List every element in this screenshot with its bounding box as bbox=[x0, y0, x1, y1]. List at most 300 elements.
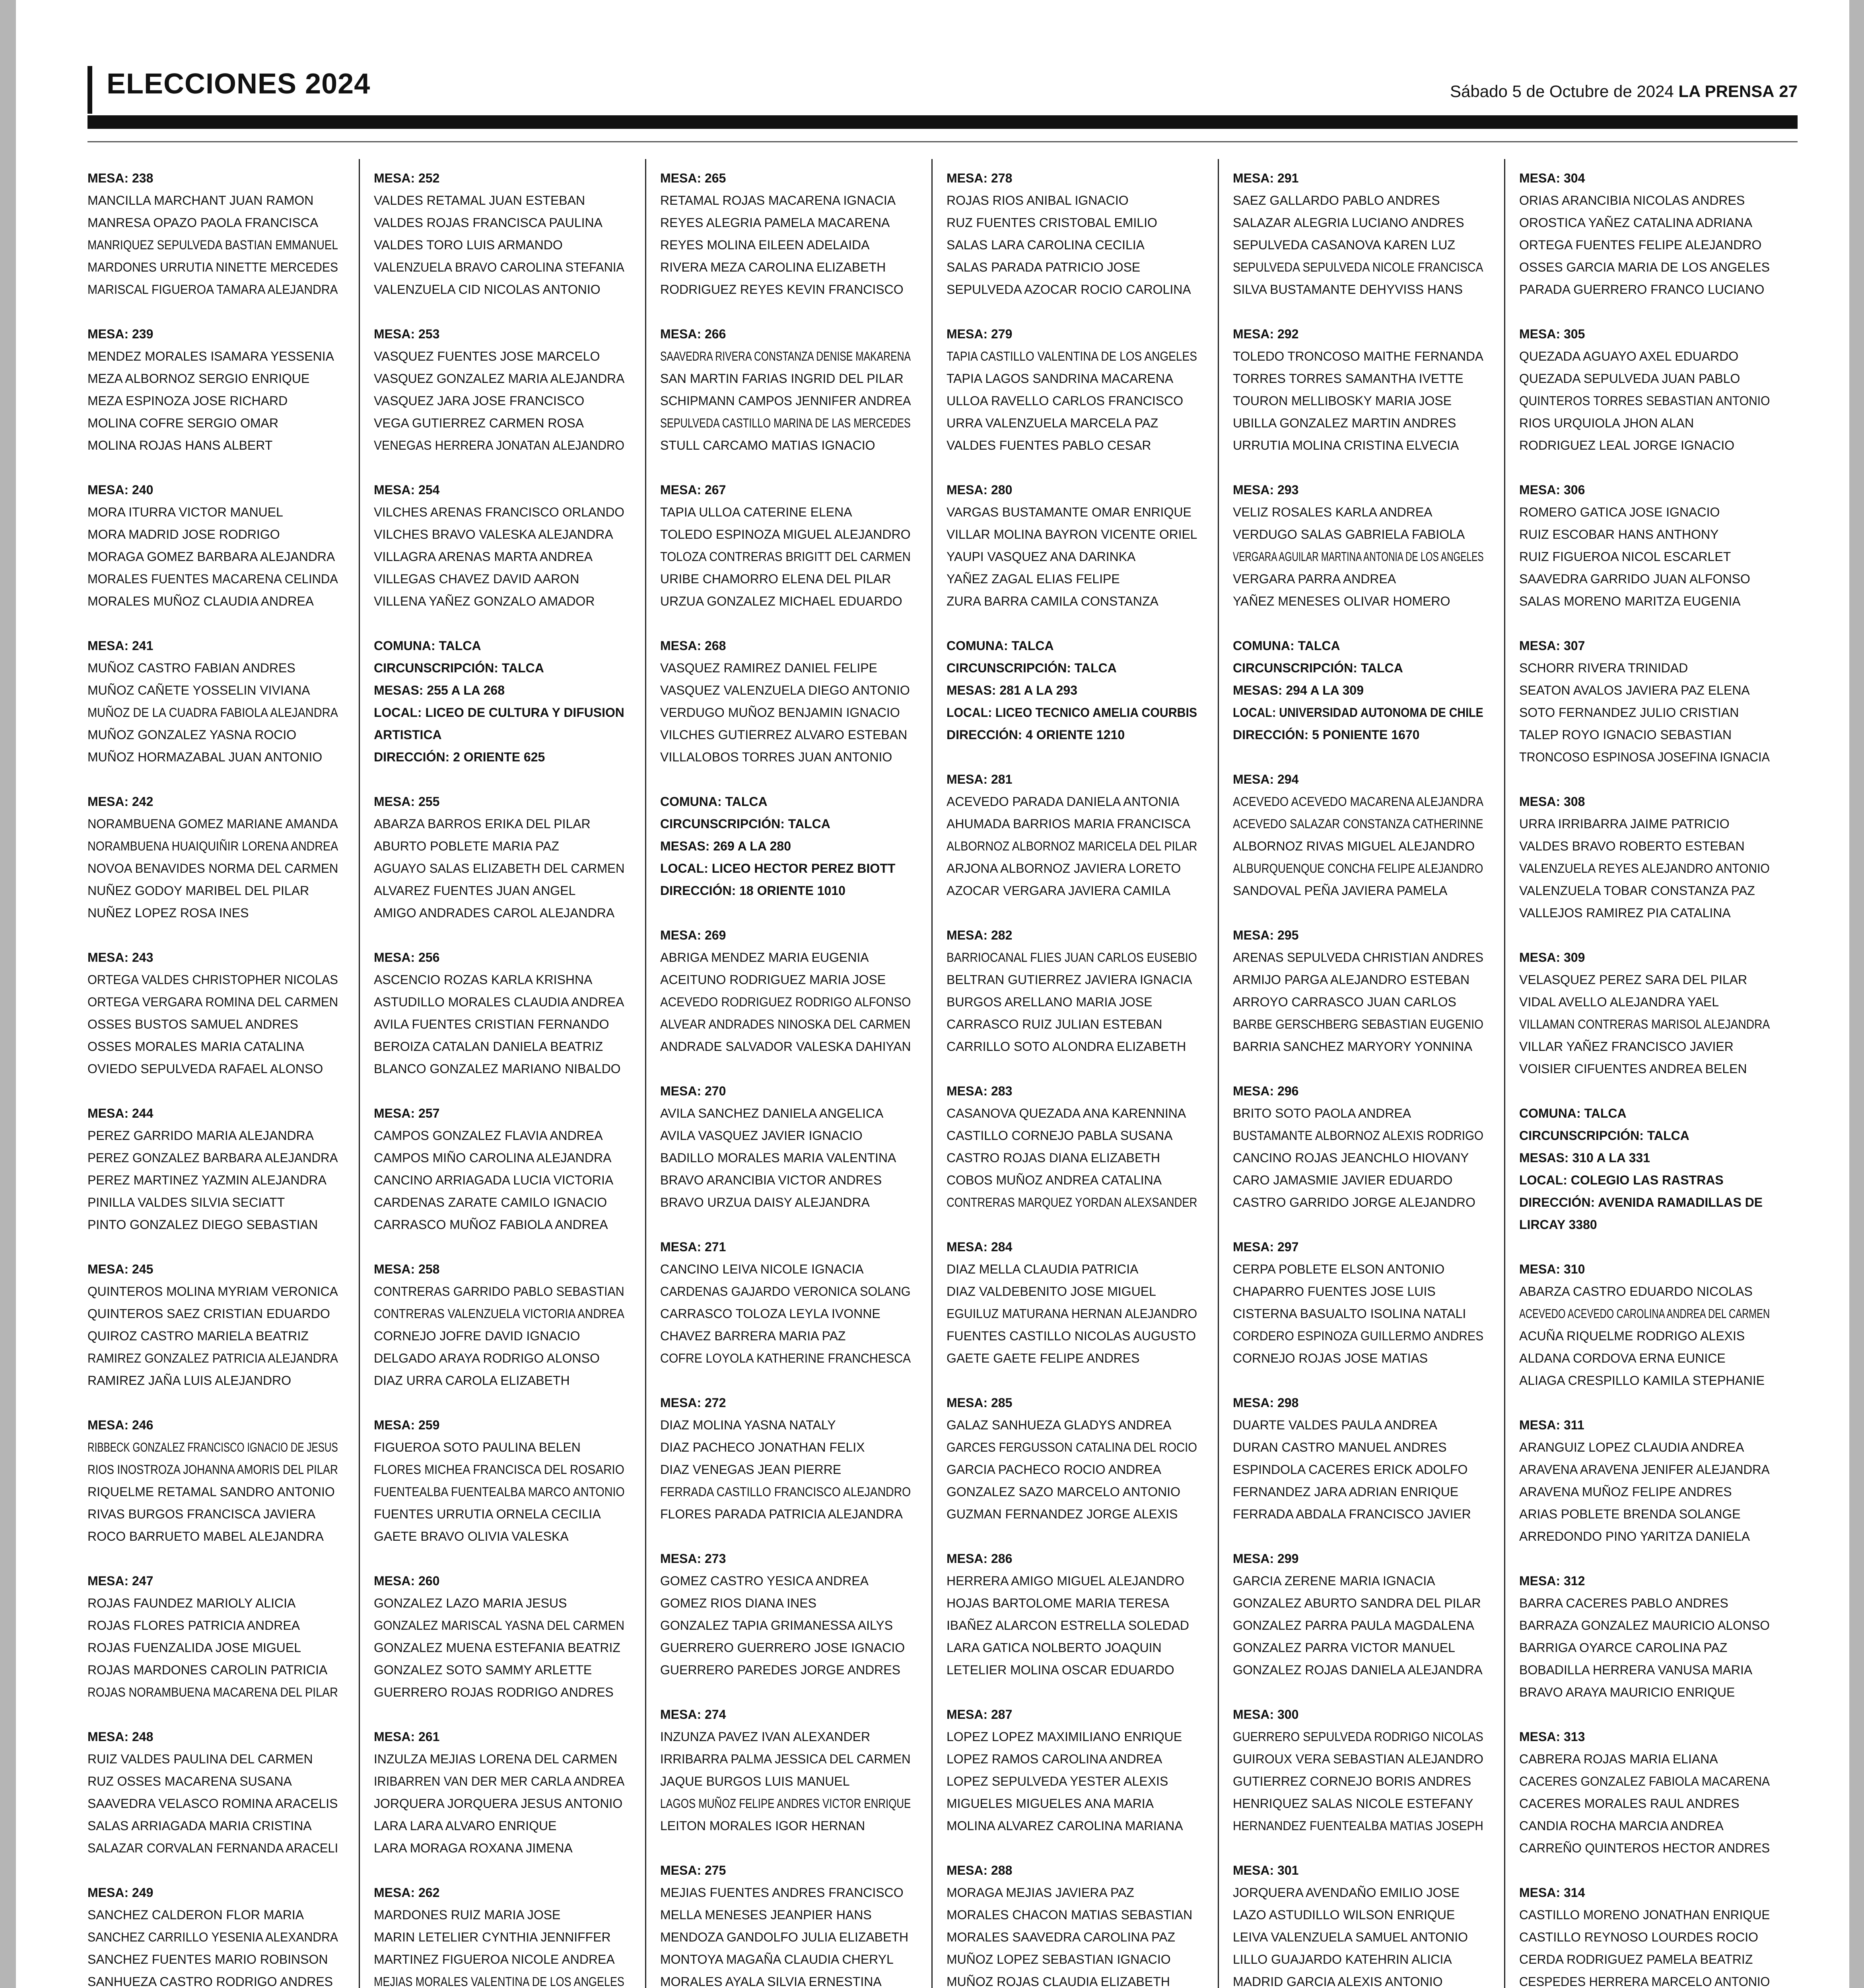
mesa-block bbox=[1233, 1392, 1479, 1525]
voter-name: NOVOA BENAVIDES NORMA DEL CARMEN bbox=[87, 861, 338, 876]
voter-name: MELLA MENESES JEANPIER HANS bbox=[660, 1908, 872, 1922]
voter-name: MORALES AYALA SILVIA ERNESTINA bbox=[660, 1974, 882, 1988]
mesa-block bbox=[87, 323, 334, 456]
voter-name: ULLOA RAVELLO CARLOS FRANCISCO bbox=[947, 394, 1184, 408]
voter-name: LOPEZ LOPEZ MAXIMILIANO ENRIQUE bbox=[947, 1730, 1182, 1744]
voter-name: GARCIA PACHECO ROCIO ANDREA bbox=[947, 1462, 1161, 1477]
mesa-block bbox=[947, 167, 1193, 301]
mesa-label: MESA: 267 bbox=[660, 483, 726, 497]
mesa-label: MESA: 265 bbox=[660, 171, 726, 185]
mesa-label: MESA: 256 bbox=[374, 950, 440, 965]
voter-name: GUERRERO GUERRERO JOSE IGNACIO bbox=[660, 1640, 905, 1655]
voter-name: FERRADA ABDALA FRANCISCO JAVIER bbox=[1233, 1507, 1471, 1521]
voter-name: CANDIA ROCHA MARCIA ANDREA bbox=[1519, 1819, 1724, 1833]
mesa-label: MESA: 240 bbox=[87, 483, 154, 497]
voter-name: RODRIGUEZ REYES KEVIN FRANCISCO bbox=[660, 282, 904, 297]
mesa-block bbox=[87, 1414, 338, 1547]
voter-name: COFRE LOYOLA KATHERINE FRANCHESCA bbox=[660, 1351, 911, 1365]
voter-name: ACEVEDO ACEVEDO MACARENA ALEJANDRA bbox=[1233, 794, 1484, 809]
voter-name: JORQUERA JORQUERA JESUS ANTONIO bbox=[374, 1796, 623, 1811]
location-info-line: CIRCUNSCRIPCIÓN: TALCA bbox=[1519, 1128, 1689, 1143]
mesa-label: MESA: 268 bbox=[660, 639, 726, 653]
location-info-line: COMUNA: TALCA bbox=[1233, 639, 1340, 653]
voter-name: ALBURQUENQUE CONCHA FELIPE ALEJANDRO bbox=[1233, 861, 1483, 876]
mesa-label: MESA: 273 bbox=[660, 1551, 726, 1566]
voter-name: MORA ITURRA VICTOR MANUEL bbox=[87, 505, 283, 519]
voter-name: SALAS PARADA PATRICIO JOSE bbox=[947, 260, 1141, 274]
voter-name: TORRES TORRES SAMANTHA IVETTE bbox=[1233, 371, 1464, 386]
voter-name: ARAVENA ARAVENA JENIFER ALEJANDRA bbox=[1519, 1462, 1770, 1477]
voter-name: MOLINA ROJAS HANS ALBERT bbox=[87, 438, 273, 452]
voter-name: CHAVEZ BARRERA MARIA PAZ bbox=[660, 1329, 846, 1343]
voter-name: MORALES CHACON MATIAS SEBASTIAN bbox=[947, 1908, 1193, 1922]
voter-name: BADILLO MORALES MARIA VALENTINA bbox=[660, 1151, 896, 1165]
header-dateline bbox=[1450, 82, 1798, 101]
mesa-label: MESA: 279 bbox=[947, 327, 1013, 341]
location-info-line: CIRCUNSCRIPCIÓN: TALCA bbox=[660, 817, 830, 831]
voter-name: ACEVEDO RODRIGUEZ RODRIGO ALFONSO bbox=[660, 995, 911, 1009]
voter-name: SAN MARTIN FARIAS INGRID DEL PILAR bbox=[660, 371, 904, 386]
location-info-line: MESAS: 294 A LA 309 bbox=[1233, 683, 1364, 697]
voter-name: ABARZA BARROS ERIKA DEL PILAR bbox=[374, 817, 591, 831]
voter-name: QUINTEROS MOLINA MYRIAM VERONICA bbox=[87, 1284, 338, 1299]
mesa-block bbox=[1233, 1859, 1479, 1988]
mesa-label: MESA: 291 bbox=[1233, 171, 1299, 185]
voter-name: BLANCO GONZALEZ MARIANO NIBALDO bbox=[374, 1062, 621, 1076]
mesa-label: MESA: 242 bbox=[87, 794, 154, 809]
mesa-label: MESA: 294 bbox=[1233, 772, 1299, 786]
voter-name: RIVAS BURGOS FRANCISCA JAVIERA bbox=[87, 1507, 316, 1521]
voter-name: GONZALEZ MARISCAL YASNA DEL CARMEN bbox=[374, 1618, 625, 1633]
voter-name: FUENTEALBA FUENTEALBA MARCO ANTONIO bbox=[374, 1485, 625, 1499]
voter-name: EGUILUZ MATURANA HERNAN ALEJANDRO bbox=[947, 1307, 1197, 1321]
voter-name: GONZALEZ PARRA VICTOR MANUEL bbox=[1233, 1640, 1455, 1655]
voter-name: PEREZ GONZALEZ BARBARA ALEJANDRA bbox=[87, 1151, 338, 1165]
location-info-line: COMUNA: TALCA bbox=[374, 639, 481, 653]
voter-name: CACERES MORALES RAUL ANDRES bbox=[1519, 1796, 1740, 1811]
voter-name: LOPEZ RAMOS CAROLINA ANDREA bbox=[947, 1752, 1162, 1766]
voter-name: CERDA RODRIGUEZ PAMELA BEATRIZ bbox=[1519, 1952, 1753, 1967]
voter-name: GOMEZ CASTRO YESICA ANDREA bbox=[660, 1574, 869, 1588]
mesa-label: MESA: 293 bbox=[1233, 483, 1299, 497]
voter-name: RUIZ ESCOBAR HANS ANTHONY bbox=[1519, 527, 1719, 542]
mesa-label: MESA: 283 bbox=[947, 1084, 1013, 1098]
mesa-label: MESA: 244 bbox=[87, 1106, 154, 1120]
mesa-block bbox=[374, 1414, 625, 1547]
voter-name: BARBE GERSCHBERG SEBASTIAN EUGENIO bbox=[1233, 1017, 1483, 1031]
voter-name: MARDONES RUIZ MARIA JOSE bbox=[374, 1908, 561, 1922]
voter-name: BELTRAN GUTIERREZ JAVIERA IGNACIA bbox=[947, 973, 1192, 987]
voter-name: MOLINA COFRE SERGIO OMAR bbox=[87, 416, 279, 430]
voter-name: RUZ OSSES MACARENA SUSANA bbox=[87, 1774, 292, 1788]
voter-name: MORAGA GOMEZ BARBARA ALEJANDRA bbox=[87, 549, 335, 564]
voter-name: RUZ FUENTES CRISTOBAL EMILIO bbox=[947, 215, 1157, 230]
voter-name: RIOS INOSTROZA JOHANNA AMORIS DEL PILAR bbox=[87, 1462, 338, 1477]
voter-name: FIGUEROA SOTO PAULINA BELEN bbox=[374, 1440, 581, 1454]
voter-name: CARRASCO TOLOZA LEYLA IVONNE bbox=[660, 1307, 880, 1321]
voter-name: FUENTES URRUTIA ORNELA CECILIA bbox=[374, 1507, 601, 1521]
voter-name: RIVERA MEZA CAROLINA ELIZABETH bbox=[660, 260, 886, 274]
voter-name: MUÑOZ HORMAZABAL JUAN ANTONIO bbox=[87, 750, 323, 764]
mesa-block bbox=[87, 1570, 338, 1703]
voter-name: STULL CARCAMO MATIAS IGNACIO bbox=[660, 438, 875, 452]
mesa-block bbox=[947, 1859, 1193, 1988]
voter-name: YAÑEZ ZAGAL ELIAS FELIPE bbox=[947, 572, 1120, 586]
mesa-label: MESA: 295 bbox=[1233, 928, 1299, 942]
voter-name: VILLEGAS CHAVEZ DAVID AARON bbox=[374, 572, 579, 586]
voter-name: SILVA BUSTAMANTE DEHYVISS HANS bbox=[1233, 282, 1463, 297]
voter-name: DIAZ MOLINA YASNA NATALY bbox=[660, 1418, 836, 1432]
voter-name: MORAGA MEJIAS JAVIERA PAZ bbox=[947, 1885, 1134, 1900]
voter-name: CASTRO GARRIDO JORGE ALEJANDRO bbox=[1233, 1195, 1475, 1209]
mesa-block bbox=[1519, 323, 1770, 456]
location-info-line: COMUNA: TALCA bbox=[1519, 1106, 1627, 1120]
mesa-block bbox=[1519, 1570, 1770, 1703]
voter-name: SANCHEZ FUENTES MARIO ROBINSON bbox=[87, 1952, 328, 1967]
voter-name: BARRAZA GONZALEZ MAURICIO ALONSO bbox=[1519, 1618, 1770, 1633]
mesa-block bbox=[1233, 1547, 1483, 1681]
mesa-label: MESA: 258 bbox=[374, 1262, 440, 1276]
mesa-block bbox=[374, 1726, 625, 1859]
voter-name: RODRIGUEZ LEAL JORGE IGNACIO bbox=[1519, 438, 1735, 452]
voter-name: VILLAMAN CONTRERAS MARISOL ALEJANDRA bbox=[1519, 1017, 1770, 1031]
voter-name: VILCHES GUTIERREZ ALVARO ESTEBAN bbox=[660, 728, 908, 742]
voter-name: CERPA POBLETE ELSON ANTONIO bbox=[1233, 1262, 1445, 1276]
voter-name: HENRIQUEZ SALAS NICOLE ESTEFANY bbox=[1233, 1796, 1473, 1811]
voter-name: DIAZ VALDEBENITO JOSE MIGUEL bbox=[947, 1284, 1156, 1299]
voter-name: SALAS LARA CAROLINA CECILIA bbox=[947, 238, 1145, 252]
voter-name: GONZALEZ PARRA PAULA MAGDALENA bbox=[1233, 1618, 1474, 1633]
mesa-label: MESA: 308 bbox=[1519, 794, 1585, 809]
voter-name: HERRERA AMIGO MIGUEL ALEJANDRO bbox=[947, 1574, 1185, 1588]
mesa-label: MESA: 270 bbox=[660, 1084, 726, 1098]
voter-name: VALENZUELA TOBAR CONSTANZA PAZ bbox=[1519, 883, 1755, 898]
voter-name: UBILLA GONZALEZ MARTIN ANDRES bbox=[1233, 416, 1456, 430]
voter-name: VENEGAS HERRERA JONATAN ALEJANDRO bbox=[374, 438, 625, 452]
voter-name: JORQUERA AVENDAÑO EMILIO JOSE bbox=[1233, 1885, 1460, 1900]
voter-name: BURGOS ARELLANO MARIA JOSE bbox=[947, 995, 1153, 1009]
voter-name: INZUNZA PAVEZ IVAN ALEXANDER bbox=[660, 1730, 871, 1744]
voter-name: BRITO SOTO PAOLA ANDREA bbox=[1233, 1106, 1411, 1120]
mesa-label: MESA: 272 bbox=[660, 1396, 726, 1410]
voter-name: VELIZ ROSALES KARLA ANDREA bbox=[1233, 505, 1433, 519]
voter-name: SCHIPMANN CAMPOS JENNIFER ANDREA bbox=[660, 394, 911, 408]
voter-name: MEJIAS FUENTES ANDRES FRANCISCO bbox=[660, 1885, 904, 1900]
voter-name: MUÑOZ DE LA CUADRA FABIOLA ALEJANDRA bbox=[87, 705, 338, 720]
voter-name: ARROYO CARRASCO JUAN CARLOS bbox=[1233, 995, 1456, 1009]
mesa-label: MESA: 298 bbox=[1233, 1396, 1299, 1410]
voter-name: URZUA GONZALEZ MICHAEL EDUARDO bbox=[660, 594, 902, 608]
voter-name: ROJAS FAUNDEZ MARIOLY ALICIA bbox=[87, 1596, 296, 1610]
voter-name: BARRIA SANCHEZ MARYORY YONNINA bbox=[1233, 1039, 1473, 1054]
voter-name: TAPIA ULLOA CATERINE ELENA bbox=[660, 505, 852, 519]
voter-name: LARA GATICA NOLBERTO JOAQUIN bbox=[947, 1640, 1162, 1655]
voter-name: CARRASCO MUÑOZ FABIOLA ANDREA bbox=[374, 1217, 608, 1232]
voter-name: CANCINO LEIVA NICOLE IGNACIA bbox=[660, 1262, 864, 1276]
mesa-label: MESA: 261 bbox=[374, 1730, 440, 1744]
voter-name: GOMEZ RIOS DIANA INES bbox=[660, 1596, 816, 1610]
voter-name: LARA MORAGA ROXANA JIMENA bbox=[374, 1841, 573, 1855]
voter-name: ROJAS RIOS ANIBAL IGNACIO bbox=[947, 193, 1129, 208]
mesa-block bbox=[1519, 946, 1770, 1080]
voter-name: GAETE BRAVO OLIVIA VALESKA bbox=[374, 1529, 569, 1543]
issue-date: Sábado 5 de Octubre de 2024 bbox=[1450, 82, 1674, 101]
mesa-block bbox=[1233, 1080, 1484, 1213]
voter-name: GUERRERO PAREDES JORGE ANDRES bbox=[660, 1663, 900, 1677]
mesa-block bbox=[1519, 1726, 1770, 1859]
header-bar bbox=[87, 115, 1798, 129]
voter-name: CHAPARRO FUENTES JOSE LUIS bbox=[1233, 1284, 1436, 1299]
location-info-line: DIRECCIÓN: 5 PONIENTE 1670 bbox=[1233, 728, 1420, 742]
voter-name: HOJAS BARTOLOME MARIA TERESA bbox=[947, 1596, 1170, 1610]
voter-name: CISTERNA BASUALTO ISOLINA NATALI bbox=[1233, 1307, 1466, 1321]
column-divider bbox=[645, 159, 646, 1988]
mesa-label: MESA: 314 bbox=[1519, 1885, 1585, 1900]
mesa-label: MESA: 255 bbox=[374, 794, 440, 809]
voter-name: OSSES BUSTOS SAMUEL ANDRES bbox=[87, 1017, 298, 1031]
voter-name: MANCILLA MARCHANT JUAN RAMON bbox=[87, 193, 314, 208]
voter-name: CORDERO ESPINOZA GUILLERMO ANDRES bbox=[1233, 1329, 1484, 1343]
voter-name: ROJAS MARDONES CAROLIN PATRICIA bbox=[87, 1663, 328, 1677]
voter-name: RIBBECK GONZALEZ FRANCISCO IGNACIO DE JESUS bbox=[87, 1440, 338, 1454]
mesa-label: MESA: 259 bbox=[374, 1418, 440, 1432]
mesa-block bbox=[1519, 1881, 1770, 1988]
voter-name: CAMPOS MIÑO CAROLINA ALEJANDRA bbox=[374, 1151, 612, 1165]
voter-name: LARA LARA ALVARO ENRIQUE bbox=[374, 1819, 557, 1833]
location-info-line: DIRECCIÓN: AVENIDA RAMADILLAS DE bbox=[1519, 1195, 1763, 1209]
voter-name: CARO JAMASMIE JAVIER EDUARDO bbox=[1233, 1173, 1453, 1187]
voter-name: PINILLA VALDES SILVIA SECIATT bbox=[87, 1195, 285, 1209]
voter-name: CORNEJO JOFRE DAVID IGNACIO bbox=[374, 1329, 580, 1343]
voter-name: LOPEZ SEPULVEDA YESTER ALEXIS bbox=[947, 1774, 1168, 1788]
mesa-block bbox=[947, 1392, 1197, 1525]
voter-name: LEIVA VALENZUELA SAMUEL ANTONIO bbox=[1233, 1930, 1468, 1944]
voter-name: MORA MADRID JOSE RODRIGO bbox=[87, 527, 280, 542]
mesa-block bbox=[87, 167, 338, 301]
voter-name: GONZALEZ ABURTO SANDRA DEL PILAR bbox=[1233, 1596, 1481, 1610]
newspaper-page bbox=[16, 0, 1849, 1988]
mesa-label: MESA: 301 bbox=[1233, 1863, 1299, 1877]
location-info-line: DIRECCIÓN: 18 ORIENTE 1010 bbox=[660, 883, 846, 898]
voter-name: VILCHES BRAVO VALESKA ALEJANDRA bbox=[374, 527, 613, 542]
voter-name: VALDES FUENTES PABLO CESAR bbox=[947, 438, 1151, 452]
mesa-label: MESA: 286 bbox=[947, 1551, 1013, 1566]
page-header bbox=[87, 59, 1798, 115]
column-1 bbox=[87, 167, 338, 1988]
mesa-label: MESA: 292 bbox=[1233, 327, 1299, 341]
voter-name: ROJAS NORAMBUENA MACARENA DEL PILAR bbox=[87, 1685, 338, 1699]
mesa-label: MESA: 307 bbox=[1519, 639, 1585, 653]
voter-name: VILLAGRA ARENAS MARTA ANDREA bbox=[374, 549, 593, 564]
mesa-label: MESA: 313 bbox=[1519, 1730, 1585, 1744]
voter-name: BRAVO URZUA DAISY ALEJANDRA bbox=[660, 1195, 870, 1209]
voter-name: SEPULVEDA CASANOVA KAREN LUZ bbox=[1233, 238, 1455, 252]
voter-name: GONZALEZ ROJAS DANIELA ALEJANDRA bbox=[1233, 1663, 1483, 1677]
mesa-label: MESA: 282 bbox=[947, 928, 1013, 942]
polling-location-info bbox=[947, 635, 1197, 746]
voter-name: CACERES GONZALEZ FABIOLA MACARENA bbox=[1519, 1774, 1770, 1788]
voter-name: MENDOZA GANDOLFO JULIA ELIZABETH bbox=[660, 1930, 909, 1944]
voter-name: ACUÑA RIQUELME RODRIGO ALEXIS bbox=[1519, 1329, 1745, 1343]
location-info-line: CIRCUNSCRIPCIÓN: TALCA bbox=[374, 661, 544, 675]
voter-name: ALVAREZ FUENTES JUAN ANGEL bbox=[374, 883, 576, 898]
header-rule bbox=[87, 141, 1798, 142]
voter-name: VELASQUEZ PEREZ SARA DEL PILAR bbox=[1519, 973, 1747, 987]
voter-name: MEZA ESPINOZA JOSE RICHARD bbox=[87, 394, 288, 408]
voter-name: MEJIAS MORALES VALENTINA DE LOS ANGELES bbox=[374, 1974, 624, 1988]
voter-name: MORALES FUENTES MACARENA CELINDA bbox=[87, 572, 338, 586]
voter-name: MUÑOZ LOPEZ SEBASTIAN IGNACIO bbox=[947, 1952, 1171, 1967]
mesa-block bbox=[374, 479, 624, 612]
mesa-block bbox=[87, 790, 338, 924]
voter-name: VIDAL AVELLO ALEJANDRA YAEL bbox=[1519, 995, 1719, 1009]
voter-name: FLORES PARADA PATRICIA ALEJANDRA bbox=[660, 1507, 903, 1521]
location-info-line: LIRCAY 3380 bbox=[1519, 1217, 1597, 1232]
voter-name: CONTRERAS VALENZUELA VICTORIA ANDREA bbox=[374, 1307, 625, 1321]
voter-name: SOTO FERNANDEZ JULIO CRISTIAN bbox=[1519, 705, 1739, 720]
location-info-line: LOCAL: UNIVERSIDAD AUTONOMA DE CHILE bbox=[1233, 705, 1483, 720]
voter-name: ALVEAR ANDRADES NINOSKA DEL CARMEN bbox=[660, 1017, 911, 1031]
mesa-block bbox=[1519, 479, 1766, 612]
voter-name: RUIZ FIGUEROA NICOL ESCARLET bbox=[1519, 549, 1731, 564]
voter-name: SANHUEZA CASTRO RODRIGO ANDRES bbox=[87, 1974, 333, 1988]
voter-name: ABARZA CASTRO EDUARDO NICOLAS bbox=[1519, 1284, 1753, 1299]
voter-name: VALENZUELA BRAVO CAROLINA STEFANIA bbox=[374, 260, 624, 274]
voter-name: GONZALEZ SAZO MARCELO ANTONIO bbox=[947, 1485, 1180, 1499]
mesa-block bbox=[660, 1703, 911, 1837]
voter-name: FLORES MICHEA FRANCISCA DEL ROSARIO bbox=[374, 1462, 624, 1477]
voter-name: ORTEGA VERGARA ROMINA DEL CARMEN bbox=[87, 995, 338, 1009]
voter-name: ROMERO GATICA JOSE IGNACIO bbox=[1519, 505, 1720, 519]
location-info-line: DIRECCIÓN: 4 ORIENTE 1210 bbox=[947, 728, 1125, 742]
voter-name: MANRESA OPAZO PAOLA FRANCISCA bbox=[87, 215, 319, 230]
voter-name: AVILA SANCHEZ DANIELA ANGELICA bbox=[660, 1106, 884, 1120]
voter-name: ARENAS SEPULVEDA CHRISTIAN ANDRES bbox=[1233, 950, 1484, 965]
voter-name: VASQUEZ GONZALEZ MARIA ALEJANDRA bbox=[374, 371, 625, 386]
voter-name: SAAVEDRA RIVERA CONSTANZA DENISE MAKARENA bbox=[660, 349, 911, 363]
mesa-block bbox=[660, 1236, 911, 1369]
mesa-label: MESA: 248 bbox=[87, 1730, 154, 1744]
voter-name: DELGADO ARAYA RODRIGO ALONSO bbox=[374, 1351, 600, 1365]
mesa-label: MESA: 310 bbox=[1519, 1262, 1585, 1276]
voter-name: PEREZ MARTINEZ YAZMIN ALEJANDRA bbox=[87, 1173, 327, 1187]
column-6 bbox=[1519, 167, 1770, 1988]
mesa-block bbox=[660, 635, 910, 768]
mesa-block bbox=[1233, 768, 1484, 902]
mesa-block bbox=[947, 1236, 1197, 1369]
voter-name: RETAMAL ROJAS MACARENA IGNACIA bbox=[660, 193, 896, 208]
voter-name: URRA IRRIBARRA JAIME PATRICIO bbox=[1519, 817, 1730, 831]
location-info-line: CIRCUNSCRIPCIÓN: TALCA bbox=[947, 661, 1117, 675]
voter-name: CORNEJO ROJAS JOSE MATIAS bbox=[1233, 1351, 1428, 1365]
publication-name: LA PRENSA bbox=[1678, 82, 1775, 101]
mesa-label: MESA: 241 bbox=[87, 639, 154, 653]
mesa-block bbox=[660, 323, 911, 456]
voter-name: VEGA GUTIERREZ CARMEN ROSA bbox=[374, 416, 584, 430]
mesa-block bbox=[1233, 1236, 1484, 1369]
voter-name: ESPINDOLA CACERES ERICK ADOLFO bbox=[1233, 1462, 1468, 1477]
voter-name: MANRIQUEZ SEPULVEDA BASTIAN EMMANUEL bbox=[87, 238, 338, 252]
voter-name: AGUAYO SALAS ELIZABETH DEL CARMEN bbox=[374, 861, 625, 876]
voter-name: VASQUEZ JARA JOSE FRANCISCO bbox=[374, 394, 585, 408]
mesa-block bbox=[1233, 479, 1484, 612]
voter-name: ACEVEDO SALAZAR CONSTANZA CATHERINNE bbox=[1233, 817, 1483, 831]
voter-name: QUEZADA AGUAYO AXEL EDUARDO bbox=[1519, 349, 1739, 363]
mesa-block bbox=[947, 1547, 1193, 1681]
location-info-line: MESAS: 255 A LA 268 bbox=[374, 683, 505, 697]
voter-name: CASTILLO REYNOSO LOURDES ROCIO bbox=[1519, 1930, 1759, 1944]
voter-name: BARRIGA OYARCE CAROLINA PAZ bbox=[1519, 1640, 1728, 1655]
voter-name: MOLINA ALVAREZ CAROLINA MARIANA bbox=[947, 1819, 1183, 1833]
voter-name: TRONCOSO ESPINOSA JOSEFINA IGNACIA bbox=[1519, 750, 1770, 764]
mesa-label: MESA: 252 bbox=[374, 171, 440, 185]
voter-name: CANCINO ARRIAGADA LUCIA VICTORIA bbox=[374, 1173, 614, 1187]
voter-name: SALAZAR ALEGRIA LUCIANO ANDRES bbox=[1233, 215, 1464, 230]
location-info-line: COMUNA: TALCA bbox=[660, 794, 768, 809]
voter-name: GAETE GAETE FELIPE ANDRES bbox=[947, 1351, 1140, 1365]
polling-location-info bbox=[1519, 1102, 1766, 1236]
voter-name: GUERRERO SEPULVEDA RODRIGO NICOLAS bbox=[1233, 1730, 1483, 1744]
voter-name: GONZALEZ MUENA ESTEFANIA BEATRIZ bbox=[374, 1640, 620, 1655]
voter-name: VERDUGO MUÑOZ BENJAMIN IGNACIO bbox=[660, 705, 900, 720]
voter-name: ACEVEDO ACEVEDO CAROLINA ANDREA DEL CARMEN bbox=[1519, 1307, 1770, 1321]
voter-name: URIBE CHAMORRO ELENA DEL PILAR bbox=[660, 572, 891, 586]
voter-name: VOISIER CIFUENTES ANDREA BELEN bbox=[1519, 1062, 1747, 1076]
voter-name: SCHORR RIVERA TRINIDAD bbox=[1519, 661, 1688, 675]
mesa-label: MESA: 280 bbox=[947, 483, 1013, 497]
mesa-block bbox=[660, 1859, 907, 1988]
location-info-line: CIRCUNSCRIPCIÓN: TALCA bbox=[1233, 661, 1403, 675]
voter-name: BOBADILLA HERRERA VANUSA MARIA bbox=[1519, 1663, 1753, 1677]
mesa-block bbox=[660, 167, 907, 301]
voter-name: AHUMADA BARRIOS MARIA FRANCISCA bbox=[947, 817, 1191, 831]
polling-location-info bbox=[374, 635, 624, 768]
voter-name: YAUPI VASQUEZ ANA DARINKA bbox=[947, 549, 1136, 564]
voter-name: LAGOS MUÑOZ FELIPE ANDRES VICTOR ENRIQUE bbox=[660, 1796, 911, 1811]
column-divider bbox=[359, 159, 360, 1988]
column-divider bbox=[931, 159, 933, 1988]
voter-name: IRRIBARRA PALMA JESSICA DEL CARMEN bbox=[660, 1752, 911, 1766]
voter-name: SANDOVAL PEÑA JAVIERA PAMELA bbox=[1233, 883, 1448, 898]
location-info-line: MESAS: 269 A LA 280 bbox=[660, 839, 791, 853]
voter-name: VILLAR MOLINA BAYRON VICENTE ORIEL bbox=[947, 527, 1197, 542]
voter-name: SANCHEZ CARRILLO YESENIA ALEXANDRA bbox=[87, 1930, 338, 1944]
mesa-block bbox=[660, 1547, 907, 1681]
voter-name: CANCINO ROJAS JEANCHLO HIOVANY bbox=[1233, 1151, 1469, 1165]
mesa-block bbox=[660, 1392, 911, 1525]
voter-name: VERGARA AGUILAR MARTINA ANTONIA DE LOS ANGELES bbox=[1233, 549, 1484, 564]
mesa-block bbox=[87, 1102, 338, 1236]
voter-name: ARIAS POBLETE BRENDA SOLANGE bbox=[1519, 1507, 1741, 1521]
voter-name: NORAMBUENA GOMEZ MARIANE AMANDA bbox=[87, 817, 338, 831]
mesa-label: MESA: 311 bbox=[1519, 1418, 1584, 1432]
voter-name: ARJONA ALBORNOZ JAVIERA LORETO bbox=[947, 861, 1181, 876]
voter-name: VERDUGO SALAS GABRIELA FABIOLA bbox=[1233, 527, 1465, 542]
voter-name: HERNANDEZ FUENTEALBA MATIAS JOSEPH bbox=[1233, 1819, 1483, 1833]
voter-name: DIAZ URRA CAROLA ELIZABETH bbox=[374, 1373, 570, 1388]
voter-name: OSSES MORALES MARIA CATALINA bbox=[87, 1039, 304, 1054]
voter-name: SEPULVEDA SEPULVEDA NICOLE FRANCISCA bbox=[1233, 260, 1483, 274]
voter-name: VILLENA YAÑEZ GONZALO AMADOR bbox=[374, 594, 595, 608]
mesa-label: MESA: 296 bbox=[1233, 1084, 1299, 1098]
voter-name: VARGAS BUSTAMANTE OMAR ENRIQUE bbox=[947, 505, 1191, 519]
voter-name: NUÑEZ LOPEZ ROSA INES bbox=[87, 906, 249, 920]
voter-name: AVILA VASQUEZ JAVIER IGNACIO bbox=[660, 1128, 863, 1143]
voter-name: MUÑOZ ROJAS CLAUDIA ELIZABETH bbox=[947, 1974, 1170, 1988]
voter-name: GUTIERREZ CORNEJO BORIS ANDRES bbox=[1233, 1774, 1471, 1788]
mesa-label: MESA: 246 bbox=[87, 1418, 154, 1432]
voter-name: CARREÑO QUINTEROS HECTOR ANDRES bbox=[1519, 1841, 1770, 1855]
